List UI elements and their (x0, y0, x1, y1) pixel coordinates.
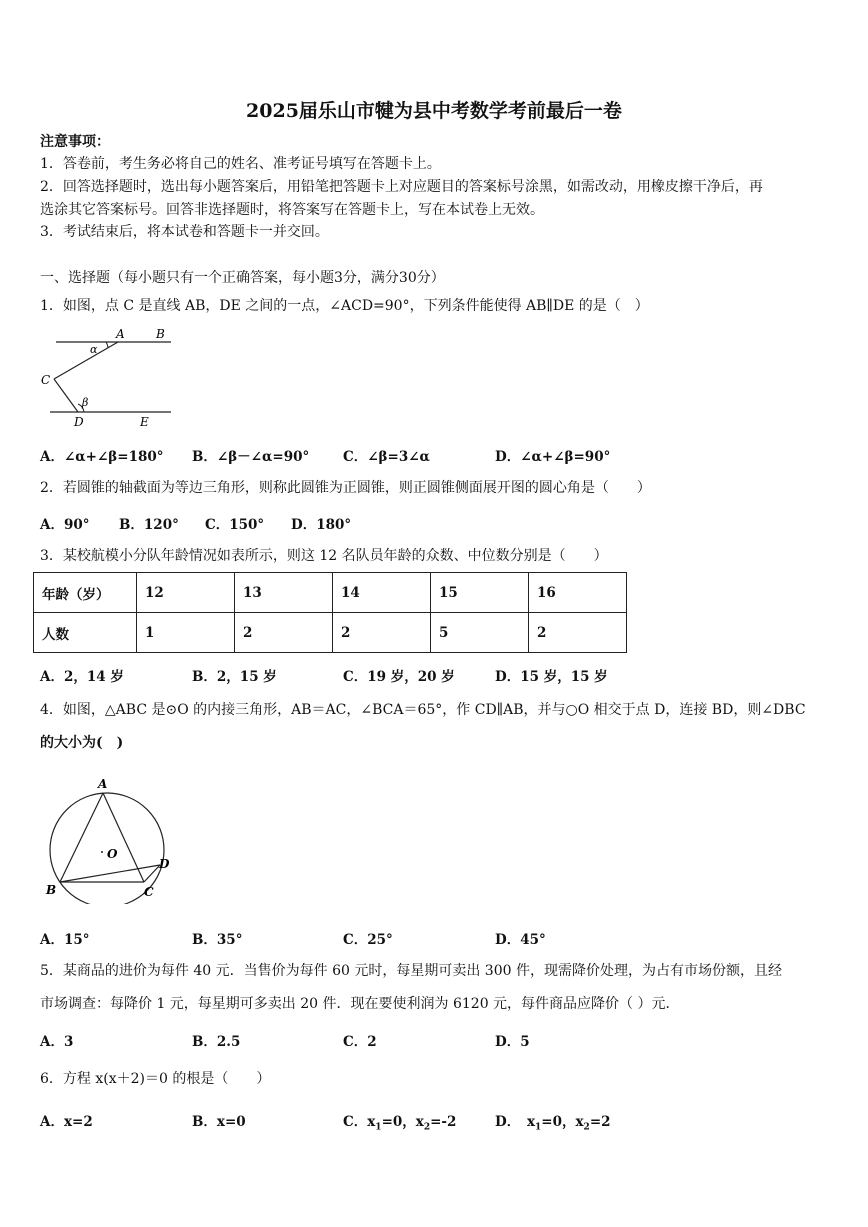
q4-option-b: B．35° (192, 932, 243, 948)
q3-stem: 3．某校航模小分队年龄情况如表所示，则这 12 名队员年龄的众数、中位数分别是（ ） (40, 548, 608, 564)
notice-item-2b: 选涂其它答案标号。回答非选择题时，将答案写在答题卡上，写在本试卷上无效。 (40, 202, 544, 218)
q2-option-a: A．90° (40, 517, 90, 533)
table-cell: 人数 (34, 613, 137, 653)
table-cell: 5 (431, 613, 529, 653)
q6-option-c (343, 1110, 456, 1133)
q5-option-b: B．2.5 (192, 1034, 241, 1050)
table-cell: 1 (137, 613, 235, 653)
table-cell: 14 (333, 573, 431, 613)
q4-option-a: A．15° (40, 932, 90, 948)
q4-option-d: D．45° (495, 932, 546, 948)
notice-heading: 注意事项： (40, 134, 110, 150)
table-row (34, 613, 627, 653)
table-cell: 2 (235, 613, 333, 653)
page-title: 2025届乐山市犍为县中考数学考前最后一卷 (246, 100, 622, 122)
q6-option-d (495, 1110, 611, 1133)
age-table (33, 572, 627, 653)
q6-d-end: =2 (589, 1114, 611, 1130)
q2-option-b: B．120° (119, 517, 179, 533)
q6-d-mid: =0，x (541, 1114, 584, 1130)
q4-label-c: C (144, 885, 154, 899)
q4-label-a: A (98, 777, 108, 791)
q6-c-sub1: 1 (375, 1122, 382, 1133)
q3-option-c: C．19 岁，20 岁 (343, 669, 455, 685)
notice-item-1: 1．答卷前，考生务必将自己的姓名、准考证号填写在答题卡上。 (40, 156, 441, 172)
q1-label-c: C (41, 373, 51, 387)
q1-figure (36, 322, 186, 432)
q2-stem: 2．若圆锥的轴截面为等边三角形，则称此圆锥为正圆锥，则正圆锥侧面展开图的圆心角是（ ） (40, 480, 651, 496)
q4-figure (40, 772, 180, 904)
q1-option-a: A．∠α+∠β=180° (40, 449, 164, 465)
section-heading: 一、选择题（每小题只有一个正确答案，每小题3分，满分30分） (40, 270, 445, 286)
table-cell: 16 (529, 573, 627, 613)
table-cell: 12 (137, 573, 235, 613)
table-cell: 15 (431, 573, 529, 613)
q2-option-d: D．180° (291, 517, 352, 533)
q6-option-b: B．x=0 (192, 1114, 246, 1130)
q5-option-a: A．3 (40, 1034, 74, 1050)
table-row (34, 573, 627, 613)
q4-label-d: D (159, 857, 170, 871)
q4-label-o: O (107, 847, 118, 861)
q5-stem-b: 市场调查：每降价 1 元，每星期可多卖出 20 件．现在要使利润为 6120 元，每件商品应降价（ ）元． (40, 996, 680, 1012)
q6-c-sub2: 2 (423, 1122, 431, 1133)
q6-d-prefix: D． x (495, 1114, 536, 1130)
q4-stem-a: 4．如图，△ABC 是⊙O 的内接三角形，AB＝AC，∠BCA＝65°，作 CD∥AB，并与○O 相交于点 D，连接 BD，则∠DBC (40, 702, 806, 718)
q6-c-prefix: C．x (343, 1114, 376, 1130)
q1-label-alpha: α (90, 343, 98, 356)
q6-c-mid: =0，x (381, 1114, 424, 1130)
q1-label-b: B (156, 327, 165, 341)
q3-option-d: D．15 岁，15 岁 (495, 669, 608, 685)
q1-label-a: A (116, 327, 125, 341)
q6-d-sub2: 2 (583, 1122, 590, 1133)
table-cell: 年龄（岁） (34, 573, 137, 613)
q5-option-d: D．5 (495, 1034, 530, 1050)
q6-d-sub1: 1 (535, 1122, 542, 1133)
q2-option-c: C．150° (205, 517, 265, 533)
q6-stem: 6．方程 x(x＋2)＝0 的根是（ ） (40, 1071, 271, 1087)
q1-option-c: C．∠β=3∠α (343, 449, 430, 465)
q5-stem-a: 5．某商品的进价为每件 40 元．当售价为每件 60 元时，每星期可卖出 300 件，现需降价处理，为占有市场份额，且经 (40, 963, 782, 979)
q4-option-c: C．25° (343, 932, 393, 948)
q4-stem-b: 的大小为( ) (40, 735, 124, 751)
q1-option-d: D．∠α+∠β=90° (495, 449, 611, 465)
table-cell: 2 (333, 613, 431, 653)
q1-label-d: D (74, 415, 84, 429)
q3-option-a: A．2，14 岁 (40, 669, 124, 685)
table-cell: 2 (529, 613, 627, 653)
q6-option-a: A．x=2 (40, 1114, 93, 1130)
notice-item-2a: 2．回答选择题时，选出每小题答案后，用铅笔把答题卡上对应题目的答案标号涂黑，如需改动，用橡皮擦干净后，再 (40, 179, 763, 195)
q6-c-end: =-2 (430, 1114, 457, 1130)
q3-option-b: B．2，15 岁 (192, 669, 277, 685)
q4-label-b: B (46, 883, 57, 897)
q1-label-beta: β (82, 396, 89, 409)
notice-item-3: 3．考试结束后，将本试卷和答题卡一并交回。 (40, 224, 329, 240)
q1-stem: 1．如图，点 C 是直线 AB，DE 之间的一点，∠ACD=90°，下列条件能使得 AB∥DE 的是（ ） (40, 298, 649, 314)
q1-option-b: B．∠β－∠α=90° (192, 449, 310, 465)
q5-option-c: C．2 (343, 1034, 377, 1050)
q1-label-e: E (140, 415, 149, 429)
table-cell: 13 (235, 573, 333, 613)
